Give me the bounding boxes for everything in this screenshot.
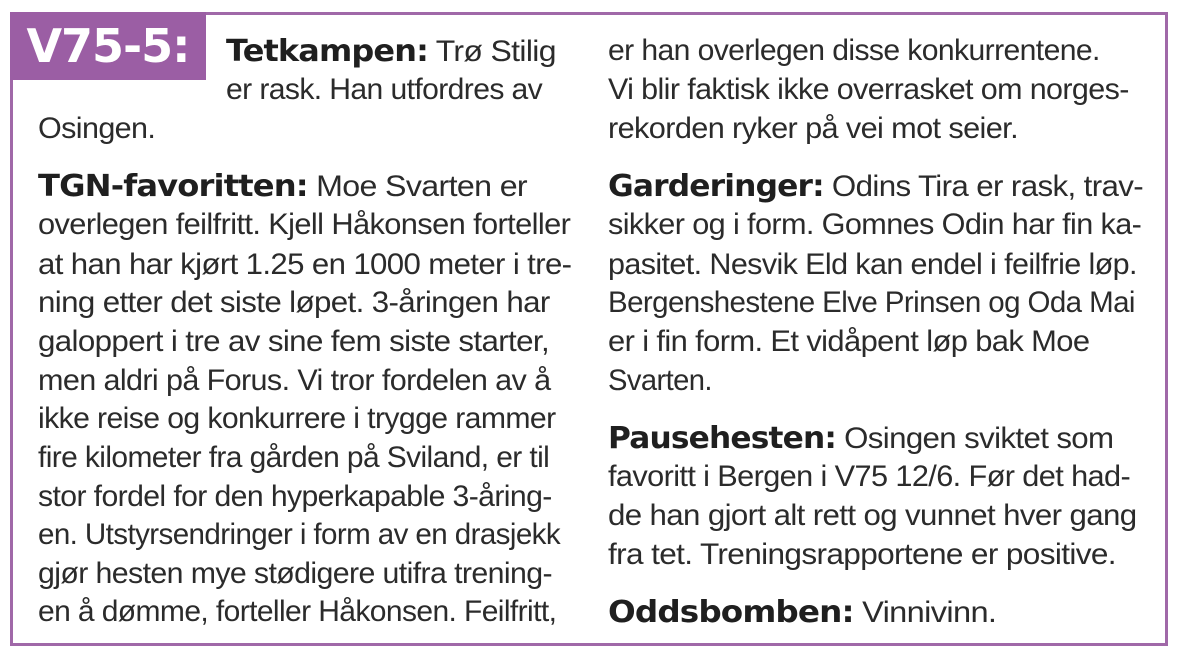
text-line: Svarten. xyxy=(608,364,712,397)
section-heading: Oddsbomben: xyxy=(608,595,854,630)
text-line: at han har kjørt 1.25 en 1000 meter i tre- xyxy=(38,248,572,281)
text-line: er han overlegen disse konkurrentene. xyxy=(608,34,1100,67)
text-line: Tetkampen: Trø Stilig xyxy=(226,34,556,69)
text-line: galoppert i tre av sine fem siste starter, xyxy=(38,325,550,358)
race-badge: V75-5: xyxy=(10,12,206,80)
section-heading: TGN-favoritten: xyxy=(38,169,308,204)
text-line: ning etter det siste løpet. 3-åringen har xyxy=(38,286,550,319)
section-heading: Pausehesten: xyxy=(608,421,837,456)
text-line: gjør hesten mye stødigere utifra trening- xyxy=(38,557,552,590)
text-line: stor fordel for den hyperkapable 3-åring- xyxy=(38,480,552,513)
text-line: overlegen feilfritt. Kjell Håkonsen forteller xyxy=(38,208,571,241)
text-line: er i fin form. Et vidåpent løp bak Moe xyxy=(608,325,1090,358)
text-line: Vi blir faktisk ikke overrasket om norges- xyxy=(608,73,1129,106)
text-line: er rask. Han utfordres av xyxy=(226,73,543,106)
text-line: en å dømme, forteller Håkonsen. Feilfritt, xyxy=(38,595,557,628)
text-line: Osingen. xyxy=(38,112,156,145)
text-line: men aldri på Forus. Vi tror fordelen av å xyxy=(38,364,551,397)
text-line: favoritt i Bergen i V75 12/6. Før det had- xyxy=(608,460,1131,493)
text-line: ikke reise og konkurrere i trygge rammer xyxy=(38,402,556,435)
text-line: en. Utstyrsendringer i form av en drasjekk xyxy=(38,518,561,551)
text-line: de han gjort alt rett og vunnet hver gang xyxy=(608,499,1137,532)
text-line: fire kilometer fra gården på Sviland, er til xyxy=(38,441,550,474)
section-heading: Tetkampen: xyxy=(226,34,429,69)
text-line: Bergenshestene Elve Prinsen og Oda Mai xyxy=(608,286,1135,319)
section-heading: Garderinger: xyxy=(608,169,824,204)
text-line: Oddsbomben: Vinnivinn. xyxy=(608,595,997,630)
text-line: Garderinger: Odins Tira er rask, trav- xyxy=(608,169,1144,204)
text-line: rekorden ryker på vei mot seier. xyxy=(608,112,1018,145)
text-line: sikker og i form. Gomnes Odin har fin ka- xyxy=(608,208,1142,241)
text-line: Pausehesten: Osingen sviktet som xyxy=(608,421,1114,456)
text-line: TGN-favoritten: Moe Svarten er xyxy=(38,169,528,204)
text-line: pasitet. Nesvik Eld kan endel i feilfrie løp. xyxy=(608,248,1137,281)
text-line: fra tet. Treningsrapportene er positive. xyxy=(608,538,1116,571)
